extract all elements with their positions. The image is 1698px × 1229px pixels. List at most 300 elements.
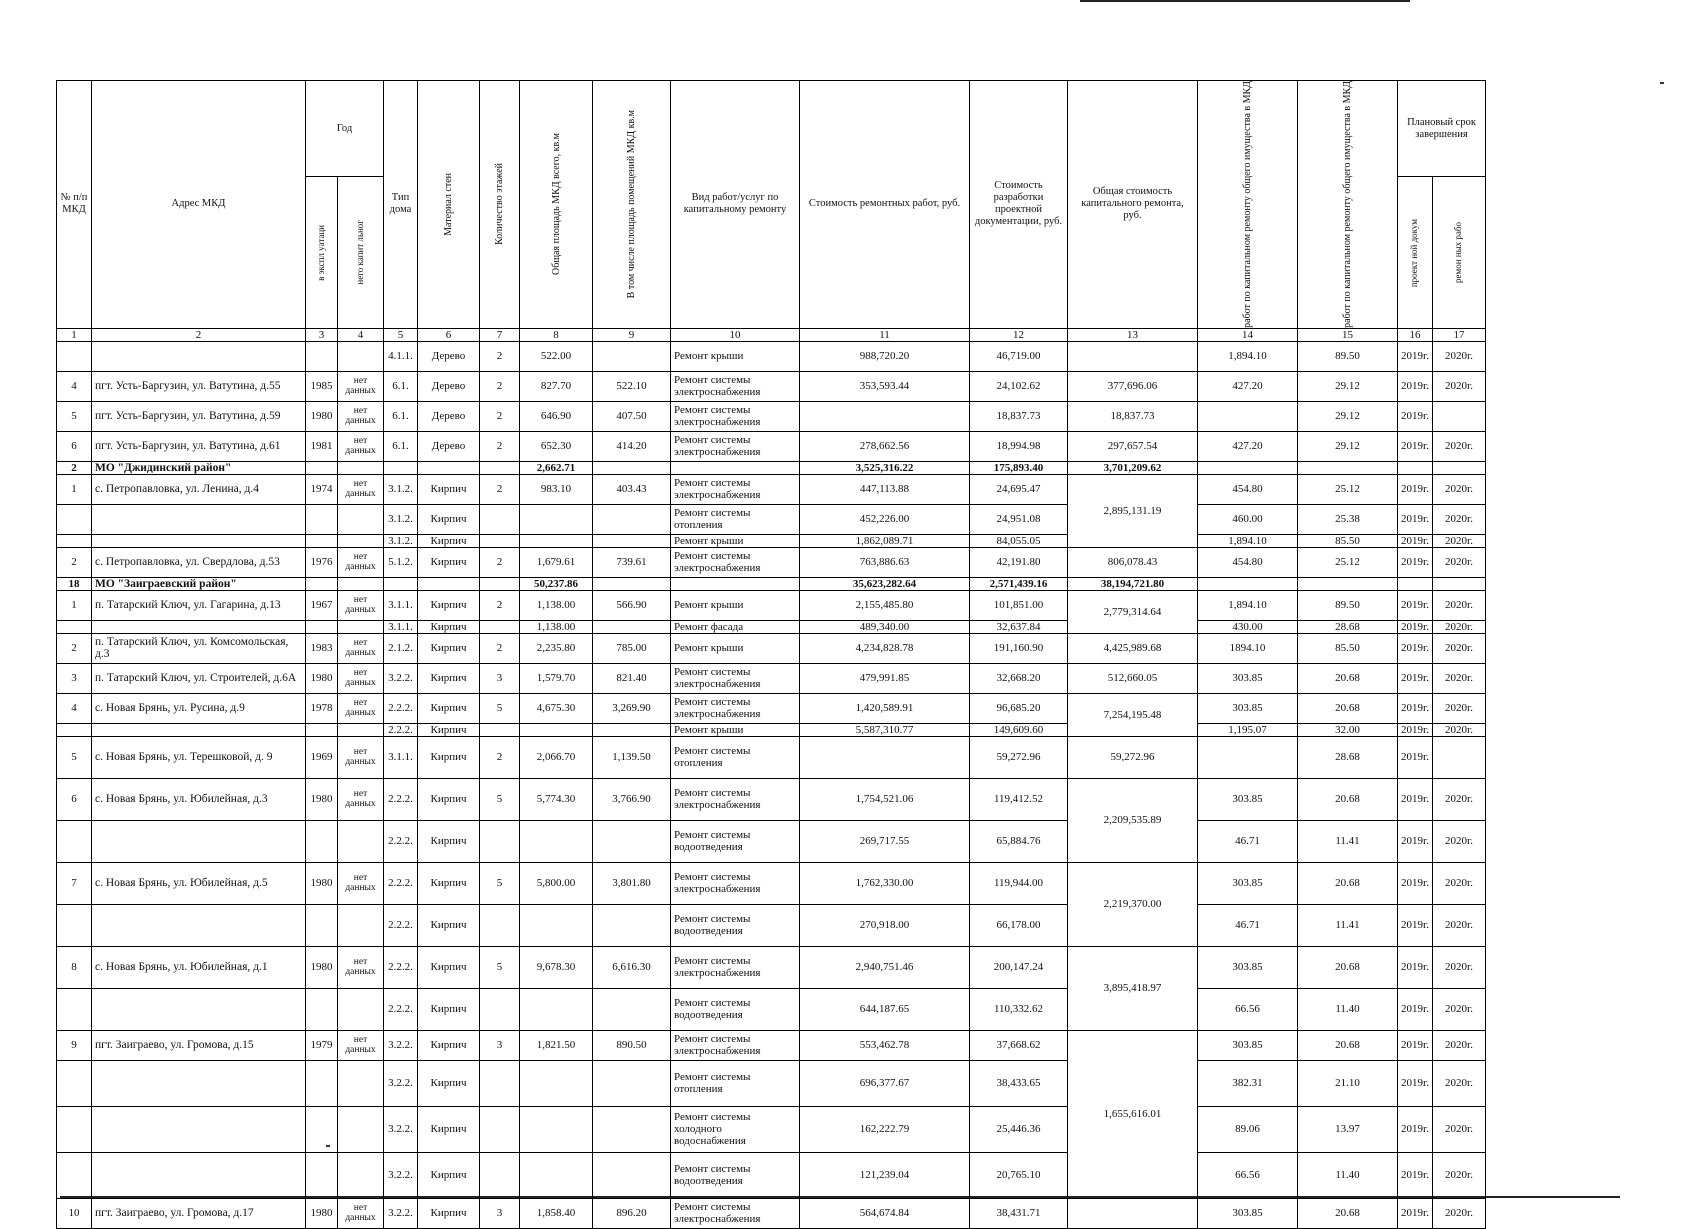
- floors: 2: [480, 633, 520, 663]
- address: п. Татарский Ключ, ул. Гагарина, д.13: [92, 590, 306, 620]
- col15-value: 21.10: [1298, 1060, 1398, 1106]
- address: с. Новая Брянь, ул. Терешковой, д. 9: [92, 736, 306, 778]
- project-cost: 18,837.73: [970, 401, 1068, 431]
- col15-value: 20.68: [1298, 1198, 1398, 1228]
- address: пгт. Заиграево, ул. Громова, д.15: [92, 1030, 306, 1060]
- col15-value: 28.68: [1298, 620, 1398, 633]
- year-capital: нет данных: [338, 1030, 384, 1060]
- col15-value: 20.68: [1298, 663, 1398, 693]
- col-type-header: Тип дома: [384, 81, 418, 329]
- address: [92, 534, 306, 547]
- col14-value: 89.06: [1198, 1106, 1298, 1152]
- col-num-header: № п/п МКД: [57, 81, 92, 329]
- year-capital: нет данных: [338, 590, 384, 620]
- repair-cost: 1,762,330.00: [800, 862, 970, 904]
- plan-project-year: 2019г.: [1398, 474, 1433, 504]
- table-row: [57, 1106, 1486, 1152]
- wall-material: Кирпич: [418, 633, 480, 663]
- col14-value: 46.71: [1198, 904, 1298, 946]
- address: с. Петропавловка, ул. Ленина, д.4: [92, 474, 306, 504]
- table-row: [57, 778, 1486, 820]
- table-row: [57, 590, 1486, 620]
- inner-area: [593, 620, 671, 633]
- plan-project-year: 2019г.: [1398, 736, 1433, 778]
- col-plan-header: Плановый срок завершения: [1398, 81, 1486, 177]
- year-capital: нет данных: [338, 474, 384, 504]
- col-address-header: Адрес МКД: [92, 81, 306, 329]
- year-exploitation: [306, 534, 338, 547]
- table-row: [57, 862, 1486, 904]
- col15-value: 29.12: [1298, 431, 1398, 461]
- table-row: [57, 431, 1486, 461]
- total-area: 2,235.80: [520, 633, 593, 663]
- project-cost: 101,851.00: [970, 590, 1068, 620]
- total-cost: 4,425,989.68: [1068, 633, 1198, 663]
- address: с. Новая Брянь, ул. Русина, д.9: [92, 693, 306, 723]
- table-row: [57, 904, 1486, 946]
- year-exploitation: [306, 988, 338, 1030]
- address: с. Новая Брянь, ул. Юбилейная, д.5: [92, 862, 306, 904]
- year-exploitation: 1974: [306, 474, 338, 504]
- col15-value: 85.50: [1298, 633, 1398, 663]
- plan-works-year: 2020г.: [1433, 620, 1486, 633]
- plan-project-year: 2019г.: [1398, 431, 1433, 461]
- total-area: 9,678.30: [520, 946, 593, 988]
- total-cost: 3,701,209.62: [1068, 461, 1198, 474]
- row-number: [57, 988, 92, 1030]
- total-area: [520, 723, 593, 736]
- total-area: 1,858.40: [520, 1198, 593, 1228]
- work-type: Ремонт системы электроснабжения: [671, 401, 800, 431]
- project-cost: 65,884.76: [970, 820, 1068, 862]
- row-number: 10: [57, 1198, 92, 1228]
- plan-project-year: 2019г.: [1398, 1060, 1433, 1106]
- inner-area: 566.90: [593, 590, 671, 620]
- work-type: Ремонт системы электроснабжения: [671, 547, 800, 577]
- project-cost: 175,893.40: [970, 461, 1068, 474]
- work-type: Ремонт системы электроснабжения: [671, 1198, 800, 1228]
- column-number: 1: [57, 328, 92, 341]
- total-cost: 2,219,370.00: [1068, 862, 1198, 946]
- work-type: Ремонт системы электроснабжения: [671, 862, 800, 904]
- address: [92, 341, 306, 371]
- plan-project-year: 2019г.: [1398, 778, 1433, 820]
- col-project-header: Стоимость разработки проектной документации, руб.: [970, 81, 1068, 329]
- wall-material: Дерево: [418, 401, 480, 431]
- address: пгт. Усть-Баргузин, ул. Ватутина, д.55: [92, 371, 306, 401]
- wall-material: Кирпич: [418, 904, 480, 946]
- repair-cost: 489,340.00: [800, 620, 970, 633]
- plan-works-year: 2020г.: [1433, 1060, 1486, 1106]
- col15-value: 28.68: [1298, 736, 1398, 778]
- col-work-header: Вид работ/услуг по капитальному ремонту: [671, 81, 800, 329]
- column-number: 11: [800, 328, 970, 341]
- total-area: 1,579.70: [520, 663, 593, 693]
- project-cost: 119,412.52: [970, 778, 1068, 820]
- inner-area: [593, 504, 671, 534]
- col15-value: 25.38: [1298, 504, 1398, 534]
- house-type: 5.1.2.: [384, 547, 418, 577]
- wall-material: Кирпич: [418, 1106, 480, 1152]
- floors: 2: [480, 474, 520, 504]
- plan-works-year: 2020г.: [1433, 1030, 1486, 1060]
- repair-cost: 696,377.67: [800, 1060, 970, 1106]
- col-total-header: Общая стоимость капитального ремонта, руб.: [1068, 81, 1198, 329]
- wall-material: Кирпич: [418, 1060, 480, 1106]
- plan-project-year: 2019г.: [1398, 820, 1433, 862]
- work-type: Ремонт системы электроснабжения: [671, 431, 800, 461]
- year-exploitation: 1980: [306, 1198, 338, 1228]
- col15-value: 11.40: [1298, 988, 1398, 1030]
- plan-works-year: 2020г.: [1433, 474, 1486, 504]
- wall-material: Кирпич: [418, 1030, 480, 1060]
- col-year-header: Год: [306, 81, 384, 177]
- table-row: [57, 1198, 1486, 1228]
- total-cost: 2,779,314.64: [1068, 590, 1198, 633]
- plan-works-year: 2020г.: [1433, 547, 1486, 577]
- plan-project-year: [1398, 577, 1433, 590]
- total-area: [520, 504, 593, 534]
- col14-value: 303.85: [1198, 862, 1298, 904]
- inner-area: [593, 820, 671, 862]
- col14-value: [1198, 401, 1298, 431]
- work-type: Ремонт крыши: [671, 723, 800, 736]
- total-cost: 512,660.05: [1068, 663, 1198, 693]
- column-numbers-row: [57, 328, 1486, 341]
- year-exploitation: [306, 620, 338, 633]
- total-area: [520, 534, 593, 547]
- table-row: [57, 946, 1486, 988]
- year-exploitation: 1985: [306, 371, 338, 401]
- repair-cost: 644,187.65: [800, 988, 970, 1030]
- inner-area: 785.00: [593, 633, 671, 663]
- total-cost: 377,696.06: [1068, 371, 1198, 401]
- col14-value: 460.00: [1198, 504, 1298, 534]
- column-number: 12: [970, 328, 1068, 341]
- wall-material: Кирпич: [418, 778, 480, 820]
- wall-material: Кирпич: [418, 663, 480, 693]
- col14-value: 454.80: [1198, 474, 1298, 504]
- year-exploitation: 1976: [306, 547, 338, 577]
- plan-works-year: 2020г.: [1433, 1106, 1486, 1152]
- plan-works-year: [1433, 736, 1486, 778]
- plan-project-year: 2019г.: [1398, 904, 1433, 946]
- address: МО "Заиграевский район": [92, 577, 306, 590]
- floors: 5: [480, 693, 520, 723]
- col15-value: 20.68: [1298, 862, 1398, 904]
- address: п. Татарский Ключ, ул. Комсомольская, д.3: [92, 633, 306, 663]
- work-type: Ремонт системы отопления: [671, 1060, 800, 1106]
- table-row: [57, 620, 1486, 633]
- table-row: [57, 633, 1486, 663]
- floors: [480, 461, 520, 474]
- inner-area: 403.43: [593, 474, 671, 504]
- wall-material: Дерево: [418, 371, 480, 401]
- year-capital: [338, 1152, 384, 1198]
- floors: 5: [480, 778, 520, 820]
- work-type: Ремонт системы водоотведения: [671, 988, 800, 1030]
- year-exploitation: [306, 504, 338, 534]
- total-cost: 1,655,616.01: [1068, 1030, 1198, 1198]
- inner-area: 896.20: [593, 1198, 671, 1228]
- work-type: Ремонт системы электроснабжения: [671, 778, 800, 820]
- repair-cost: 479,991.85: [800, 663, 970, 693]
- column-number: 13: [1068, 328, 1198, 341]
- work-type: Ремонт фасада: [671, 620, 800, 633]
- wall-material: Кирпич: [418, 474, 480, 504]
- table-row: [57, 341, 1486, 371]
- floors: [480, 820, 520, 862]
- address: с. Новая Брянь, ул. Юбилейная, д.3: [92, 778, 306, 820]
- total-area: 983.10: [520, 474, 593, 504]
- house-type: 3.2.2.: [384, 1198, 418, 1228]
- col15-value: 89.50: [1298, 341, 1398, 371]
- project-cost: 24,695.47: [970, 474, 1068, 504]
- year-capital: нет данных: [338, 547, 384, 577]
- house-type: 3.1.2.: [384, 534, 418, 547]
- table-row: [57, 736, 1486, 778]
- project-cost: 24,951.08: [970, 504, 1068, 534]
- year-capital: нет данных: [338, 401, 384, 431]
- floors: 3: [480, 1198, 520, 1228]
- house-type: 6.1.: [384, 431, 418, 461]
- table-row: [57, 371, 1486, 401]
- repair-cost: 988,720.20: [800, 341, 970, 371]
- plan-project-year: 2019г.: [1398, 1030, 1433, 1060]
- plan-works-year: 2020г.: [1433, 633, 1486, 663]
- total-area: [520, 1152, 593, 1198]
- plan-project-year: 2019г.: [1398, 633, 1433, 663]
- repair-cost: 452,226.00: [800, 504, 970, 534]
- repair-cost: [800, 736, 970, 778]
- work-type: Ремонт системы электроснабжения: [671, 663, 800, 693]
- row-number: [57, 723, 92, 736]
- table-row: [57, 693, 1486, 723]
- year-capital: [338, 577, 384, 590]
- wall-material: Кирпич: [418, 1198, 480, 1228]
- plan-project-year: 2019г.: [1398, 1198, 1433, 1228]
- plan-project-year: 2019г.: [1398, 862, 1433, 904]
- col14-value: 66.56: [1198, 1152, 1298, 1198]
- year-exploitation: [306, 723, 338, 736]
- inner-area: [593, 341, 671, 371]
- plan-project-year: 2019г.: [1398, 693, 1433, 723]
- project-cost: 59,272.96: [970, 736, 1068, 778]
- year-capital: [338, 820, 384, 862]
- year-capital: [338, 904, 384, 946]
- year-exploitation: 1979: [306, 1030, 338, 1060]
- floors: 2: [480, 401, 520, 431]
- wall-material: Кирпич: [418, 988, 480, 1030]
- year-capital: [338, 461, 384, 474]
- work-type: [671, 577, 800, 590]
- address: [92, 1152, 306, 1198]
- row-number: [57, 904, 92, 946]
- plan-works-year: 2020г.: [1433, 693, 1486, 723]
- plan-works-year: [1433, 461, 1486, 474]
- year-capital: [338, 534, 384, 547]
- repair-cost: 269,717.55: [800, 820, 970, 862]
- col14-value: [1198, 461, 1298, 474]
- project-cost: 38,431.71: [970, 1198, 1068, 1228]
- wall-material: Кирпич: [418, 693, 480, 723]
- row-number: 2: [57, 547, 92, 577]
- repair-cost: 270,918.00: [800, 904, 970, 946]
- col14-value: 303.85: [1198, 946, 1298, 988]
- repair-cost: 162,222.79: [800, 1106, 970, 1152]
- plan-works-year: 2020г.: [1433, 431, 1486, 461]
- plan-project-year: 2019г.: [1398, 547, 1433, 577]
- year-capital: нет данных: [338, 862, 384, 904]
- col15-value: 29.12: [1298, 401, 1398, 431]
- table-row: [57, 1030, 1486, 1060]
- col-year-exp-header: в экспл уатаци: [306, 177, 338, 328]
- column-number: 3: [306, 328, 338, 341]
- col-area-header: Общая площадь МКД всего, кв.м: [520, 81, 593, 329]
- total-cost: 59,272.96: [1068, 736, 1198, 778]
- floors: 5: [480, 946, 520, 988]
- row-number: [57, 504, 92, 534]
- table-row: [57, 988, 1486, 1030]
- inner-area: 414.20: [593, 431, 671, 461]
- col14-value: 46.71: [1198, 820, 1298, 862]
- wall-material: [418, 577, 480, 590]
- house-type: 3.2.2.: [384, 1152, 418, 1198]
- repair-cost: 121,239.04: [800, 1152, 970, 1198]
- col14-value: 1,894.10: [1198, 590, 1298, 620]
- plan-works-year: 2020г.: [1433, 504, 1486, 534]
- work-type: Ремонт системы отопления: [671, 504, 800, 534]
- house-type: [384, 577, 418, 590]
- year-capital: нет данных: [338, 371, 384, 401]
- repair-cost: 763,886.63: [800, 547, 970, 577]
- project-cost: 110,332.62: [970, 988, 1068, 1030]
- total-cost: 297,657.54: [1068, 431, 1198, 461]
- total-area: 646.90: [520, 401, 593, 431]
- work-type: Ремонт системы холодного водоснабжения: [671, 1106, 800, 1152]
- year-exploitation: 1980: [306, 862, 338, 904]
- table-row: [57, 820, 1486, 862]
- plan-works-year: 2020г.: [1433, 534, 1486, 547]
- plan-works-year: 2020г.: [1433, 341, 1486, 371]
- house-type: 3.1.1.: [384, 590, 418, 620]
- table-row: [57, 577, 1486, 590]
- col15-value: 11.41: [1298, 820, 1398, 862]
- address: МО "Джидинский район": [92, 461, 306, 474]
- column-number: 15: [1298, 328, 1398, 341]
- plan-works-year: [1433, 577, 1486, 590]
- year-exploitation: [306, 341, 338, 371]
- total-area: 1,138.00: [520, 590, 593, 620]
- scan-mark: [1660, 82, 1664, 84]
- year-exploitation: 1983: [306, 633, 338, 663]
- house-type: 3.1.1.: [384, 620, 418, 633]
- plan-project-year: 2019г.: [1398, 341, 1433, 371]
- col-14-header: работ по капитальном ремонту общего имущества в МКД: [1198, 81, 1298, 329]
- project-cost: 46,719.00: [970, 341, 1068, 371]
- floors: [480, 988, 520, 1030]
- plan-project-year: 2019г.: [1398, 590, 1433, 620]
- column-number: 9: [593, 328, 671, 341]
- col15-value: [1298, 461, 1398, 474]
- repair-cost: 553,462.78: [800, 1030, 970, 1060]
- work-type: Ремонт крыши: [671, 590, 800, 620]
- floors: 2: [480, 371, 520, 401]
- inner-area: [593, 577, 671, 590]
- row-number: 7: [57, 862, 92, 904]
- col15-value: 20.68: [1298, 946, 1398, 988]
- wall-material: Кирпич: [418, 620, 480, 633]
- floors: 2: [480, 547, 520, 577]
- year-exploitation: 1980: [306, 401, 338, 431]
- table-row: [57, 547, 1486, 577]
- plan-project-year: 2019г.: [1398, 988, 1433, 1030]
- address: пгт. Усть-Баргузин, ул. Ватутина, д.61: [92, 431, 306, 461]
- table-row: [57, 663, 1486, 693]
- row-number: 6: [57, 778, 92, 820]
- col-year-cap-header: него капит льног: [338, 177, 384, 328]
- year-exploitation: [306, 820, 338, 862]
- col15-value: 25.12: [1298, 547, 1398, 577]
- col14-value: 1894.10: [1198, 633, 1298, 663]
- row-number: 5: [57, 736, 92, 778]
- year-capital: [338, 1060, 384, 1106]
- inner-area: 3,801.80: [593, 862, 671, 904]
- year-exploitation: [306, 1106, 338, 1152]
- project-cost: 119,944.00: [970, 862, 1068, 904]
- plan-project-year: 2019г.: [1398, 1106, 1433, 1152]
- wall-material: Дерево: [418, 341, 480, 371]
- work-type: Ремонт системы электроснабжения: [671, 371, 800, 401]
- address: [92, 620, 306, 633]
- work-type: Ремонт системы электроснабжения: [671, 474, 800, 504]
- row-number: 4: [57, 371, 92, 401]
- year-capital: [338, 504, 384, 534]
- floors: [480, 904, 520, 946]
- plan-works-year: 2020г.: [1433, 1198, 1486, 1228]
- project-cost: 38,433.65: [970, 1060, 1068, 1106]
- year-capital: [338, 620, 384, 633]
- column-number: 10: [671, 328, 800, 341]
- floors: 3: [480, 1030, 520, 1060]
- project-cost: 66,178.00: [970, 904, 1068, 946]
- repair-cost: 353,593.44: [800, 371, 970, 401]
- year-exploitation: [306, 1060, 338, 1106]
- col14-value: 430.00: [1198, 620, 1298, 633]
- total-area: 2,662.71: [520, 461, 593, 474]
- work-type: Ремонт системы электроснабжения: [671, 1030, 800, 1060]
- inner-area: [593, 1060, 671, 1106]
- project-cost: 25,446.36: [970, 1106, 1068, 1152]
- wall-material: Кирпич: [418, 534, 480, 547]
- plan-project-year: [1398, 461, 1433, 474]
- col15-value: [1298, 577, 1398, 590]
- plan-project-year: 2019г.: [1398, 663, 1433, 693]
- project-cost: 32,668.20: [970, 663, 1068, 693]
- year-exploitation: [306, 577, 338, 590]
- repair-cost: 1,754,521.06: [800, 778, 970, 820]
- project-cost: 32,637.84: [970, 620, 1068, 633]
- col-floors-header: Количество этажей: [480, 81, 520, 329]
- address: [92, 904, 306, 946]
- table-row: [57, 474, 1486, 504]
- col-15-header: работ по капитальном ремонту общего имущества в МКД: [1298, 81, 1398, 329]
- year-exploitation: 1967: [306, 590, 338, 620]
- year-capital: [338, 723, 384, 736]
- house-type: 4.1.1.: [384, 341, 418, 371]
- house-type: 3.1.1.: [384, 736, 418, 778]
- inner-area: 890.50: [593, 1030, 671, 1060]
